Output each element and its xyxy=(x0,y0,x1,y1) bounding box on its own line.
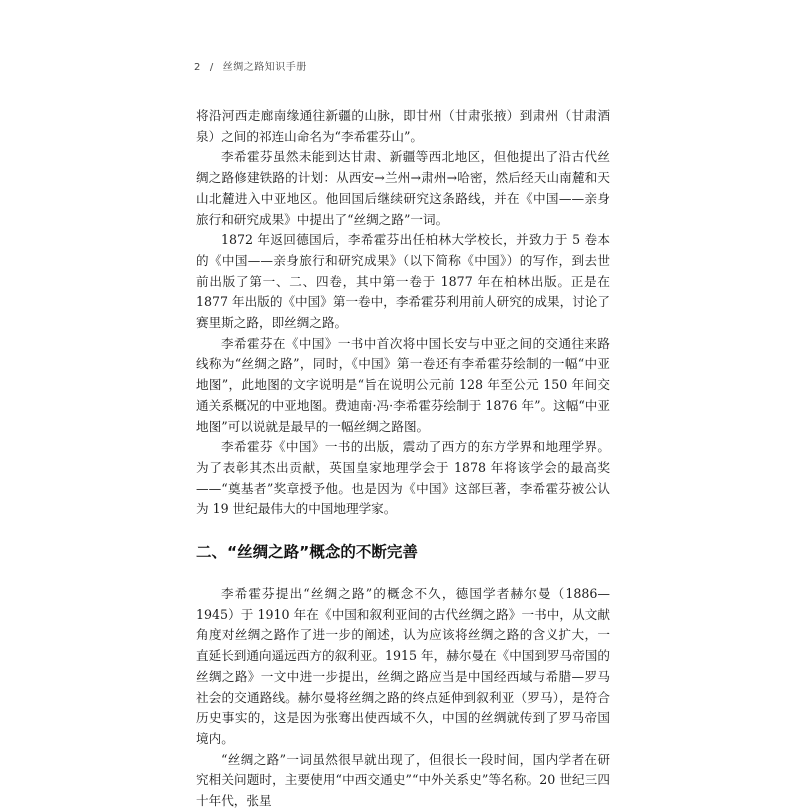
paragraph-return-germany: 1872 年返回德国后，李希霍芬出任柏林大学校长，并致力于 5 卷本的《中国——亲身旅行和研究成果》（以下简称《中国》）的写作，到去世前出版了第一、二、四卷，其中第一卷于 1877 年在柏林出版。正是在 1877 年出版的《中国》第一卷中，李希霍芬利用前人研究的成果，讨论了赛里斯之路，即丝绸之路。 xyxy=(196,232,610,331)
paragraph-continued: 将沿河西走廊南缘通往新疆的山脉，即甘州（甘肃张掖）到肃州（甘肃酒泉）之间的祁连山命名为“李希霍芬山”。 xyxy=(196,108,610,144)
paragraph-railway-plan: 李希霍芬虽然未能到达甘肃、新疆等西北地区，但他提出了沿古代丝绸之路修建铁路的计划：从西安→兰州→肃州→哈密，然后经天山南麓和天山北麓进入中亚地区。他回国后继续研究这条路线，并在《中国——亲身旅行和研究成果》中提出了“丝绸之路”一词。 xyxy=(196,149,610,227)
book-title: 丝绸之路知识手册 xyxy=(222,62,307,73)
section-heading: 二、“丝绸之路”概念的不断完善 xyxy=(196,543,418,562)
paragraph-first-use: 李希霍芬在《中国》一书中首次将中国长安与中亚之间的交通往来路线称为“丝绸之路”，同时，《中国》第一卷还有李希霍芬绘制的一幅“中亚地图”，此地图的文字说明是“旨在说明公元前 128 年至公元 150 年间交通关系概况的中亚地图。费迪南·冯·李希霍芬绘制于 1876 年”。这幅“中亚地图”可以说就是最早的一幅丝绸之路图。 xyxy=(196,335,610,434)
running-header xyxy=(194,58,316,73)
paragraph-recognition: 李希霍芬《中国》一书的出版，震动了西方的东方学界和地理学界。为了表彰其杰出贡献，英国皇家地理学会于 1878 年将该学会的最高奖——“奠基者”奖章授予他。也是因为《中国》这部巨著，李希霍芬被公认为 19 世纪最伟大的中国地理学家。 xyxy=(196,439,610,517)
paragraph-domestic-usage: “丝绸之路”一词虽然很早就出现了，但很长一段时间，国内学者在研究相关问题时，主要使用“中西交通史”“中外关系史”等名称。20 世纪三四十年代，张星 xyxy=(196,751,610,809)
page-body xyxy=(196,106,610,812)
header-separator: / xyxy=(209,62,214,73)
page-number: 2 xyxy=(194,62,201,73)
paragraph-herrmann: 李希霍芬提出“丝绸之路”的概念不久，德国学者赫尔曼（1886—1945）于 1910 年在《中国和叙利亚间的古代丝绸之路》一书中，从文献角度对丝绸之路作了进一步的阐述，认为应该将丝绸之路的含义扩大，一直延长到通向遥远西方的叙利亚。1915 年，赫尔曼在《中国到罗马帝国的丝绸之路》一文中进一步提出，丝绸之路应当是中国经西域与希腊—罗马社会的交通路线。赫尔曼将丝绸之路的终点延伸到叙利亚（罗马），是符合历史事实的，这是因为张骞出使西域不久，中国的丝绸就传到了罗马帝国境内。 xyxy=(196,586,610,746)
